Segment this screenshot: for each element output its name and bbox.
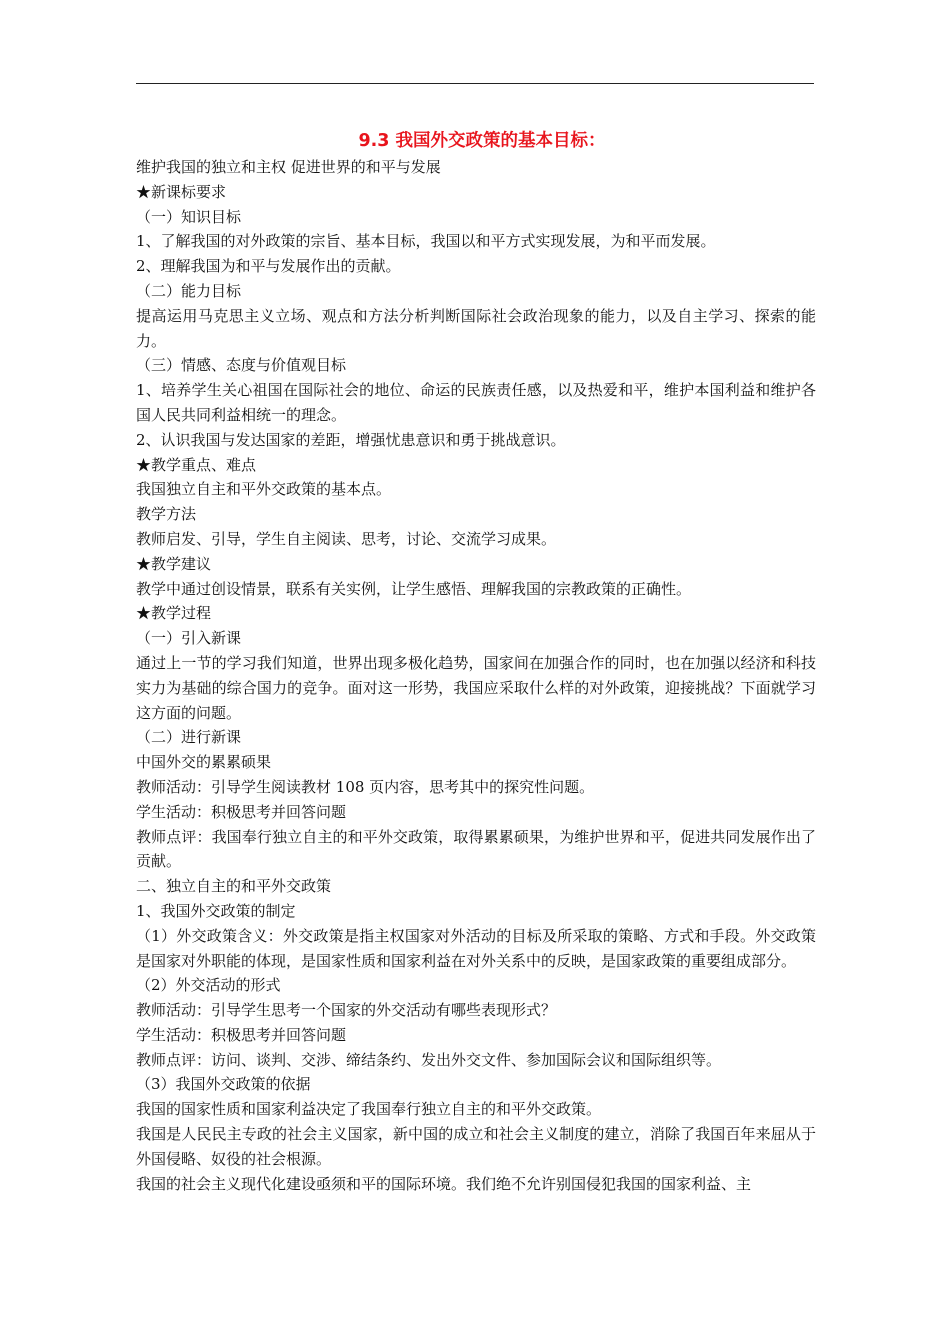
paragraph: 教师启发、引导，学生自主阅读、思考，讨论、交流学习成果。 (136, 529, 557, 548)
header-rule (136, 83, 814, 84)
paragraph: 我国是人民民主专政的社会主义国家，新中国的成立和社会主义制度的建立，消除了我国百年来屈从于外国侵略、奴役的社会根源。 (136, 1125, 816, 1168)
section-heading: ★教学重点、难点 (136, 455, 257, 474)
paragraph: 1、培养学生关心祖国在国际社会的地位、命运的民族责任感，以及热爱和平，维护本国利益和维护各国人民共同利益相统一的理念。 (136, 381, 816, 424)
paragraph: （1）外交政策含义：外交政策是指主权国家对外活动的目标及所采取的策略、方式和手段。外交政策是国家对外职能的体现，是国家性质和国家利益在对外关系中的反映，是国家政策的重要组成部分。 (136, 926, 816, 970)
paragraph: 通过上一节的学习我们知道，世界出现多极化趋势，国家间在加强合作的同时，也在加强以经济和科技实力为基础的综合国力的竞争。面对这一形势，我国应采取什么样的对外政策，迎接挑战？下面就学习这方面的问题。 (136, 653, 816, 722)
paragraph: 学生活动：积极思考并回答问题 (136, 802, 347, 821)
paragraph: 教学中通过创设情景，联系有关实例，让学生感悟、理解我国的宗教政策的正确性。 (136, 579, 692, 598)
section-heading: ★新课标要求 (136, 182, 227, 201)
paragraph: 提高运用马克思主义立场、观点和方法分析判断国际社会政治现象的能力，以及自主学习、探索的能力。 (136, 306, 816, 350)
paragraph: 我国独立自主和平外交政策的基本点。 (136, 480, 392, 499)
subsection-heading: （一）知识目标 (136, 207, 242, 226)
paragraph: 2、认识我国与发达国家的差距，增强忧患意识和勇于挑战意识。 (136, 430, 566, 449)
paragraph: 2、理解我国为和平与发展作出的贡献。 (136, 257, 401, 276)
subsection-heading: 1、我国外交政策的制定 (136, 901, 296, 920)
subsection-heading: （2）外交活动的形式 (136, 976, 281, 995)
subsection-heading: （一）引入新课 (136, 629, 242, 648)
subsection-heading: （二）能力目标 (136, 281, 242, 300)
paragraph: 我国的国家性质和国家利益决定了我国奉行独立自主的和平外交政策。 (136, 1100, 602, 1119)
subtitle-line: 维护我国的独立和主权 促进世界的和平与发展 (136, 158, 441, 176)
paragraph: 1、了解我国的对外政策的宗旨、基本目标，我国以和平方式实现发展，为和平而发展。 (136, 232, 716, 251)
subsection-heading: 二、独立自主的和平外交政策 (136, 877, 332, 896)
paragraph: 教师点评：访问、谈判、交涉、缔结条约、发出外交文件、参加国际会议和国际组织等。 (136, 1050, 722, 1069)
subsection-heading: 教学方法 (136, 505, 197, 524)
paragraph: 中国外交的累累硕果 (136, 753, 272, 772)
subsection-heading: （3）我国外交政策的依据 (136, 1075, 311, 1094)
section-heading: ★教学过程 (136, 604, 212, 623)
section-heading: ★教学建议 (136, 554, 212, 573)
paragraph: 教师活动：引导学生思考一个国家的外交活动有哪些表现形式？ (136, 1001, 557, 1020)
subsection-heading: （三）情感、态度与价值观目标 (136, 356, 347, 375)
subsection-heading: （二）进行新课 (136, 728, 242, 747)
paragraph: 我国的社会主义现代化建设亟须和平的国际环境。我们绝不允许别国侵犯我国的国家利益、主 (136, 1174, 752, 1193)
paragraph: 教师点评：我国奉行独立自主的和平外交政策，取得累累硕果，为维护世界和平，促进共同发展作出了贡献。 (136, 827, 816, 871)
paragraph: 教师活动：引导学生阅读教材 108 页内容，思考其中的探究性问题。 (136, 777, 595, 796)
document-title: 9.3 我国外交政策的基本目标： (358, 131, 606, 151)
paragraph: 学生活动：积极思考并回答问题 (136, 1025, 347, 1044)
document-body (136, 128, 816, 1196)
